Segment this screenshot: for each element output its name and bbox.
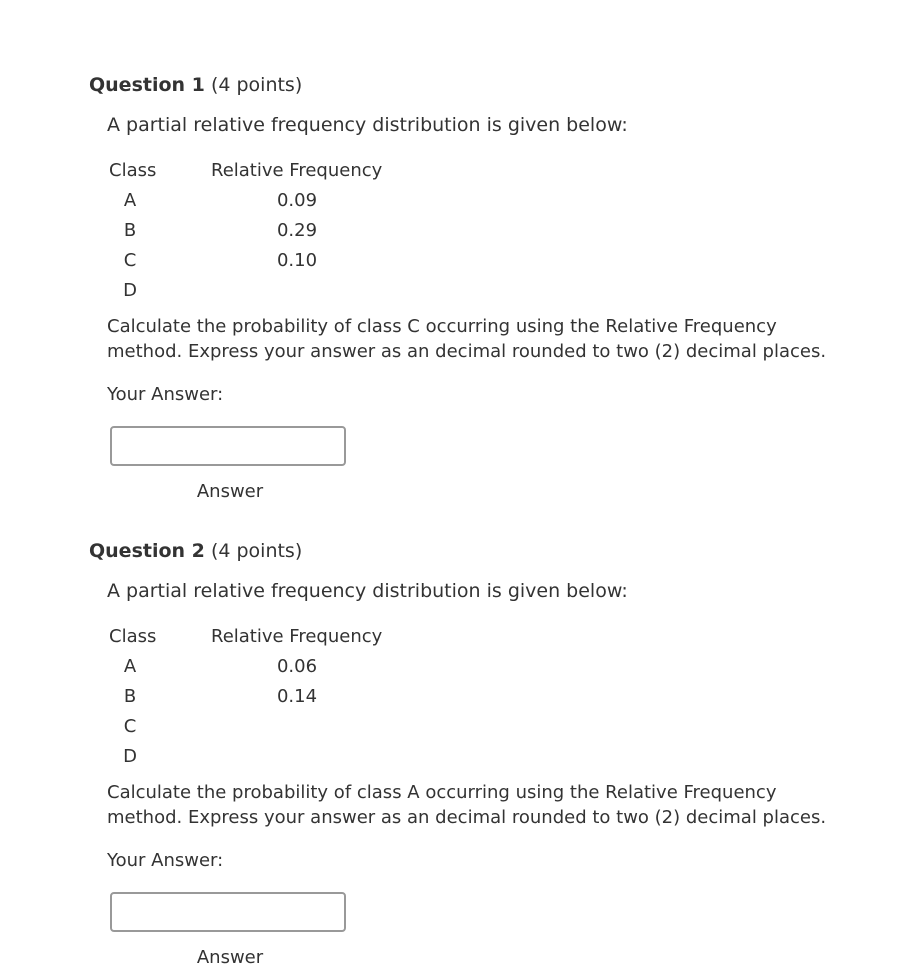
table-row: [107, 219, 407, 243]
question-intro: A partial relative frequency distribution is given below:: [107, 114, 628, 136]
table-row: [107, 279, 407, 303]
question-title: Question 2: [89, 540, 205, 562]
class-cell: D: [123, 746, 137, 767]
relative-frequency-cell: 0.06: [276, 656, 318, 677]
answer-input[interactable]: [110, 892, 346, 932]
class-cell: A: [123, 190, 137, 211]
your-answer-label: Your Answer:: [107, 850, 224, 871]
class-cell: B: [123, 686, 137, 707]
question-prompt: Calculate the probability of class A occurring using the Relative Frequency method. Express your answer as an decimal rounded to two (2) decimal places.: [107, 782, 827, 828]
table-header-relative-frequency: Relative Frequency: [211, 626, 383, 647]
class-cell: C: [123, 716, 137, 737]
table-row: [107, 249, 407, 273]
table-row: [107, 685, 407, 709]
class-cell: D: [123, 280, 137, 301]
class-cell: B: [123, 220, 137, 241]
table-header-relative-frequency: Relative Frequency: [211, 160, 383, 181]
answer-caption: Answer: [196, 947, 264, 968]
question-points: (4 points): [210, 74, 303, 96]
table-row: [107, 745, 407, 769]
relative-frequency-cell: 0.10: [276, 250, 318, 271]
your-answer-label: Your Answer:: [107, 384, 224, 405]
question-heading: [89, 72, 302, 98]
question-intro: A partial relative frequency distribution is given below:: [107, 580, 628, 602]
question-title: Question 1: [89, 74, 205, 96]
question-prompt: Calculate the probability of class C occurring using the Relative Frequency method. Express your answer as an decimal rounded to two (2) decimal places.: [107, 316, 827, 362]
class-cell: A: [123, 656, 137, 677]
question-points: (4 points): [210, 540, 303, 562]
table-header-class: Class: [109, 160, 157, 181]
relative-frequency-cell: 0.29: [276, 220, 318, 241]
relative-frequency-cell: 0.14: [276, 686, 318, 707]
table-row: [107, 189, 407, 213]
question-heading: [89, 538, 302, 564]
table-header-class: Class: [109, 626, 157, 647]
table-row: [107, 655, 407, 679]
answer-caption: Answer: [196, 481, 264, 502]
class-cell: C: [123, 250, 137, 271]
table-row: [107, 715, 407, 739]
answer-input[interactable]: [110, 426, 346, 466]
relative-frequency-cell: 0.09: [276, 190, 318, 211]
